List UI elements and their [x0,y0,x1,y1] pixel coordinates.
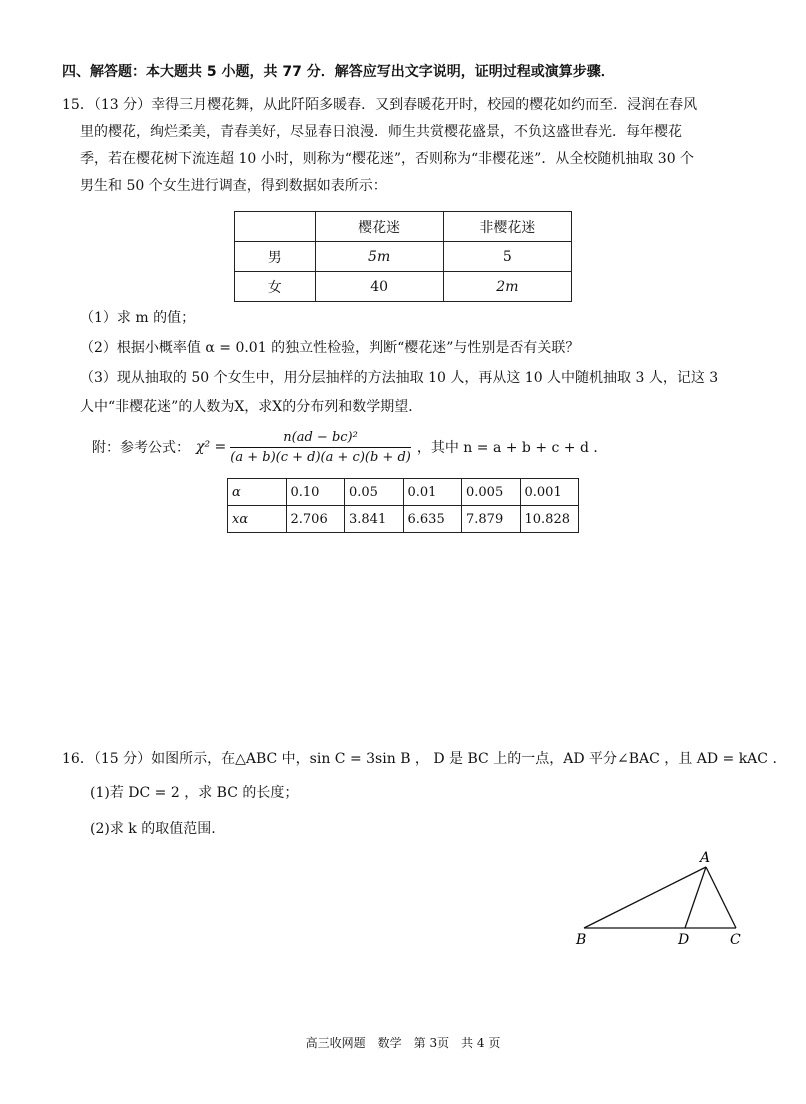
table-cell: 0.001 [520,479,579,506]
table-header: 非樱花迷 [443,212,571,242]
table-cell: 7.879 [462,506,521,533]
formula-lhs: χ² = [196,439,227,455]
table-cell: 0.01 [403,479,462,506]
table-row [235,272,572,302]
table-cell: 男 [235,242,316,272]
table-row [235,242,572,272]
q16-number: 16．（15 分） [62,751,152,767]
table-cell: α [228,479,287,506]
q15-line-1 [62,92,772,119]
q15-line-3: 季，若在樱花树下流连超 10 小时，则称为“樱花迷”，否则称为“非樱花迷”．从全校随机抽取 30 个 [80,151,695,167]
q15-line-4: 男生和 50 个女生进行调查，得到数据如表所示： [80,178,387,194]
formula-fraction [230,430,411,465]
page-footer: 高三收网题 数学 第 3页 共 4 页 [305,1036,501,1050]
table-row [235,212,572,242]
label-b: B [576,932,587,948]
question-16 [62,748,777,768]
table-cell: 6.635 [403,506,462,533]
table-cell: 0.05 [345,479,404,506]
label-d: D [678,932,690,948]
table-cell: 2m [443,272,571,302]
table-cell: 5m [315,242,443,272]
table-cell: 0.005 [462,479,521,506]
reference-table [227,478,579,533]
q15-number: 15．（13 分） [62,97,152,113]
table-cell: 40 [315,272,443,302]
section-title: 四、解答题：本大题共 5 小题，共 77 分．解答应写出文字说明，证明过程或演算步骤． [62,64,615,80]
table-row [228,479,579,506]
table-header: 樱花迷 [315,212,443,242]
q15-part-3-cont: 人中“非樱花迷”的人数为X，求X的分布列和数学期望． [80,399,423,415]
table-cell: 2.706 [286,506,345,533]
survey-table [234,211,572,302]
formula-numerator: n(ad − bc)² [230,430,411,448]
q16-stem: 如图所示，在△ABC 中，sin C = 3sin B ， D 是 BC 上的一点，AD 平分∠BAC ，且 AD = kAC . [151,751,777,767]
segment-ac [706,867,736,928]
table-cell [235,212,316,242]
formula-denominator: (a + b)(c + d)(a + c)(b + d) [230,449,411,465]
q16-part-1: (1)若 DC = 2 ，求 BC 的长度； [90,785,299,801]
table-cell: 女 [235,272,316,302]
reference-formula [92,424,607,470]
formula-suffix: ，其中 n = a + b + c + d ． [416,440,608,456]
q15-text-1: 幸得三月樱花舞，从此阡陌多暖春．又到春暖花开时，校园的樱花如约而至．浸润在春风 [151,97,698,113]
q15-part-2: （2）根据小概率值 α = 0.01 的独立性检验，判断“樱花迷”与性别是否有关联？ [80,340,580,356]
q15-line-2: 里的樱花，绚烂柔美，青春美好，尽显春日浪漫．师生共赏樱花盛景，不负这盛世春光．每年樱花 [80,124,682,140]
q16-part-2: (2)求 k 的取值范围. [90,821,216,837]
table-cell: 3.841 [345,506,404,533]
q15-part-3: （3）现从抽取的 50 个女生中，用分层抽样的方法抽取 10 人，再从这 10 人中随机抽取 3 人，记这 3 [80,370,719,386]
table-cell: 10.828 [520,506,579,533]
label-a: A [700,850,711,866]
table-row [228,506,579,533]
formula-prefix: 附：参考公式： [92,440,190,456]
table-cell: 5 [443,242,571,272]
question-15 [62,92,772,200]
label-c: C [730,932,741,948]
table-cell: xα [228,506,287,533]
triangle-figure [572,848,752,948]
table-cell: 0.10 [286,479,345,506]
q15-part-1: （1）求 m 的值； [80,310,196,326]
